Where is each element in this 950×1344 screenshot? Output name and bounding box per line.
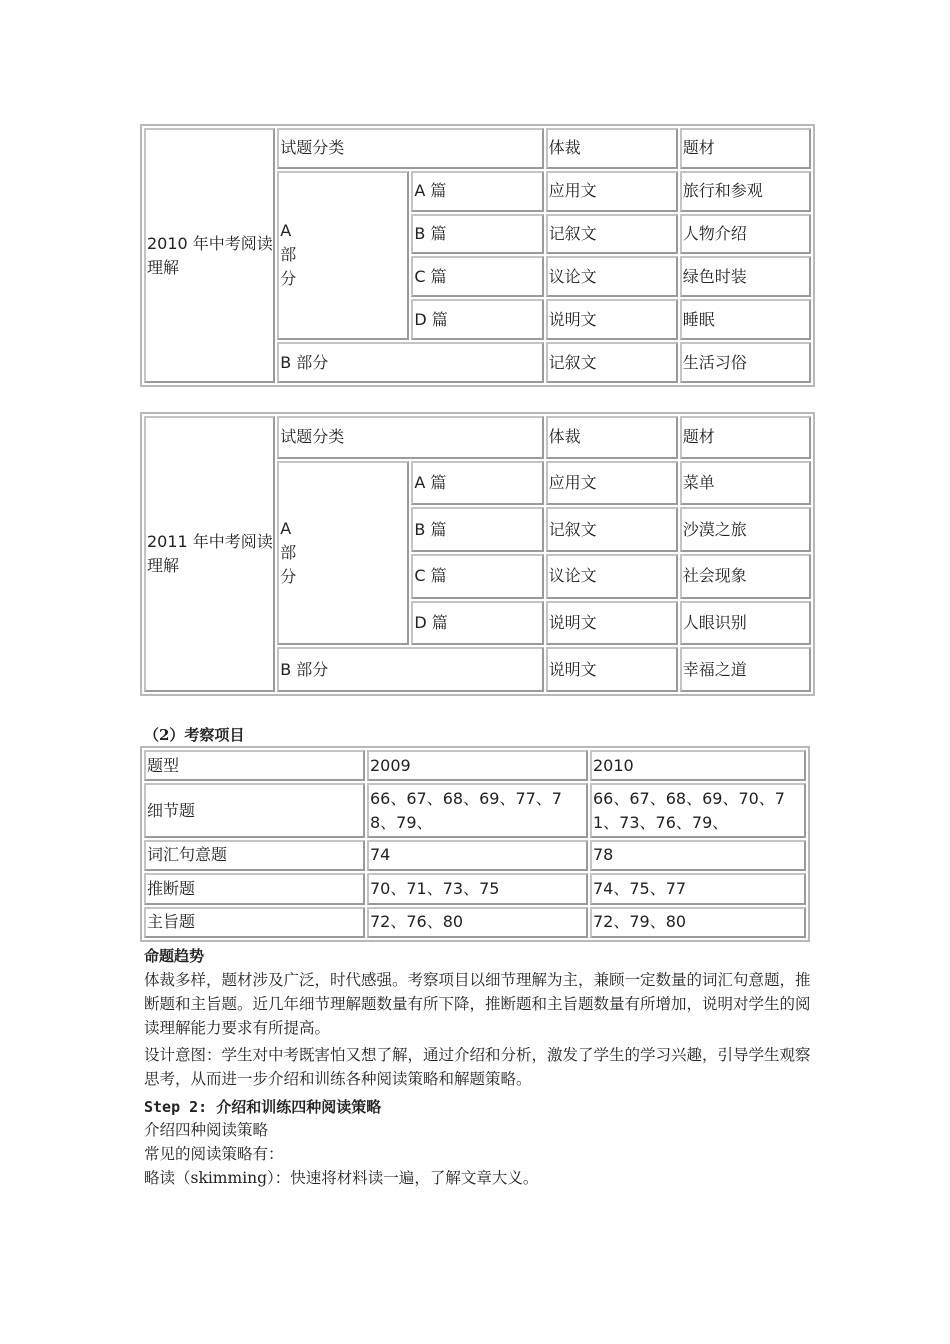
part-a-label: A 部 分: [277, 461, 409, 646]
topic-cell: 社会现象: [680, 554, 811, 599]
header-2009: 2009: [367, 750, 588, 781]
article-label: B 篇: [411, 214, 543, 255]
row-label: 2010 年中考阅读理解: [144, 128, 275, 383]
topic-cell: 幸福之道: [680, 647, 811, 692]
item-type: 词汇句意题: [144, 840, 365, 871]
genre-cell: 记叙文: [546, 342, 678, 383]
item-type: 主旨题: [144, 907, 365, 938]
reading-table-2010: [140, 124, 815, 387]
design-paragraph: 设计意图：学生对中考既害怕又想了解，通过介绍和分析，激发了学生的学习兴趣，引导学生观察思考，从而进一步介绍和训练各种阅读策略和解题策略。: [144, 1046, 811, 1088]
topic-cell: 人眼识别: [680, 601, 811, 646]
genre-cell: 说明文: [546, 647, 678, 692]
genre-cell: 说明文: [546, 299, 678, 340]
skimming-line: 略读（skimming）：快速将材料读一遍，了解文章大义。: [144, 1169, 539, 1187]
topic-cell: 绿色时装: [680, 256, 811, 297]
header-type: 题型: [144, 750, 365, 781]
exam-items-table: [140, 746, 810, 942]
item-2009: 70、71、73、75: [367, 873, 588, 904]
intro-line: 介绍四种阅读策略: [144, 1121, 269, 1139]
article-label: C 篇: [411, 554, 543, 599]
header-genre: 体裁: [546, 128, 678, 169]
header-2010: 2010: [590, 750, 806, 781]
item-2010: 78: [590, 840, 806, 871]
genre-cell: 应用文: [546, 461, 678, 506]
article-label: C 篇: [411, 256, 543, 297]
trend-paragraph: 体裁多样，题材涉及广泛，时代感强。考察项目以细节理解为主，兼顾一定数量的词汇句意题，推断题和主旨题。近几年细节理解题数量有所下降，推断题和主旨题数量有所增加，说明对学生的阅读理解能力要求有所提高。: [144, 971, 811, 1037]
genre-cell: 记叙文: [546, 214, 678, 255]
topic-cell: 沙漠之旅: [680, 507, 811, 552]
topic-cell: 人物介绍: [680, 214, 811, 255]
item-2010: 74、75、77: [590, 873, 806, 904]
item-2009: 66、67、68、69、77、78、79、: [367, 783, 588, 837]
genre-cell: 议论文: [546, 554, 678, 599]
item-2010: 72、79、80: [590, 907, 806, 938]
part-b-label: B 部分: [277, 647, 543, 692]
row-label: 2011 年中考阅读理解: [144, 416, 275, 692]
trend-heading: 命题趋势: [144, 947, 205, 965]
topic-cell: 生活习俗: [680, 342, 811, 383]
genre-cell: 应用文: [546, 171, 678, 212]
item-type: 推断题: [144, 873, 365, 904]
article-label: A 篇: [411, 461, 543, 506]
part-a-label: A 部 分: [277, 171, 409, 340]
topic-cell: 睡眠: [680, 299, 811, 340]
item-2009: 72、76、80: [367, 907, 588, 938]
reading-table-2011: [140, 412, 815, 696]
item-2009: 74: [367, 840, 588, 871]
header-category: 试题分类: [277, 416, 543, 459]
article-label: D 篇: [411, 601, 543, 646]
article-label: D 篇: [411, 299, 543, 340]
header-category: 试题分类: [277, 128, 543, 169]
article-label: B 篇: [411, 507, 543, 552]
header-genre: 体裁: [546, 416, 678, 459]
item-2010: 66、67、68、69、70、71、73、76、79、: [590, 783, 806, 837]
topic-cell: 旅行和参观: [680, 171, 811, 212]
topic-cell: 菜单: [680, 461, 811, 506]
part-b-label: B 部分: [277, 342, 543, 383]
header-topic: 题材: [680, 416, 811, 459]
header-topic: 题材: [680, 128, 811, 169]
genre-cell: 记叙文: [546, 507, 678, 552]
item-type: 细节题: [144, 783, 365, 837]
genre-cell: 议论文: [546, 256, 678, 297]
step2-heading: Step 2: 介绍和训练四种阅读策略: [144, 1098, 382, 1116]
section2-heading: （2）考察项目: [144, 726, 245, 744]
genre-cell: 说明文: [546, 601, 678, 646]
article-label: A 篇: [411, 171, 543, 212]
common-strategies-line: 常见的阅读策略有：: [144, 1145, 284, 1163]
